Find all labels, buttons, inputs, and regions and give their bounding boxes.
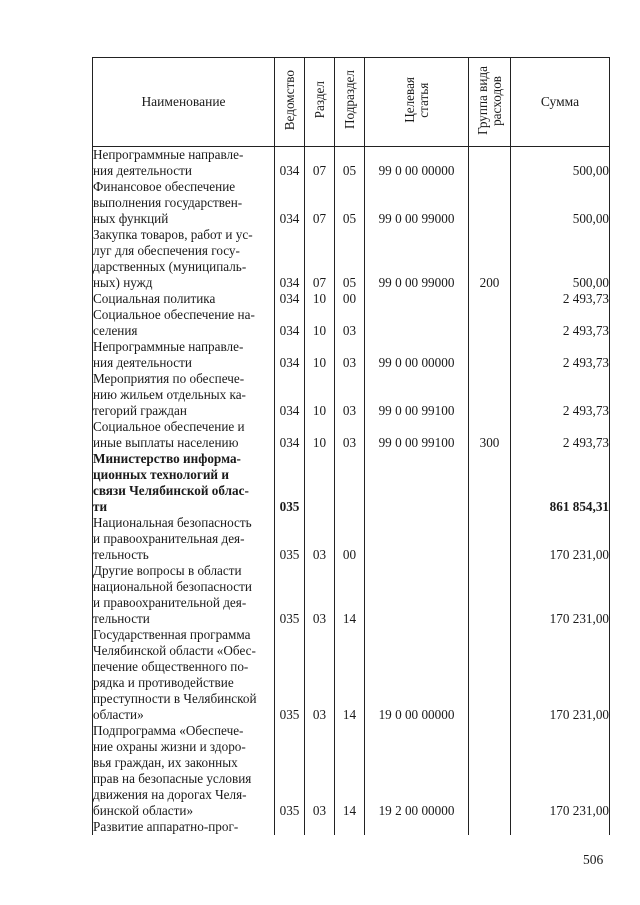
row-section: 03 <box>305 627 335 723</box>
row-name-line: ния деятельности <box>93 163 192 178</box>
header-name: Наименование <box>93 58 275 147</box>
page-number: 506 <box>583 852 604 867</box>
row-dept: 035 <box>275 515 305 563</box>
row-subsection: 03 <box>335 307 365 339</box>
row-name-line: Развитие аппаратно-прог- <box>93 819 239 834</box>
row-name-line: Министерство информа- <box>93 451 241 466</box>
row-name-line: Мероприятия по обеспече- <box>93 371 245 386</box>
row-section: 07 <box>305 147 335 180</box>
row-name <box>93 147 275 180</box>
row-target: 19 2 00 00000 <box>365 723 469 819</box>
row-name <box>93 339 275 371</box>
row-name-line: преступности в Челябинской <box>93 691 257 706</box>
row-sum: 2 493,73 <box>511 339 610 371</box>
budget-table <box>92 57 610 835</box>
row-name-line: Государственная программа <box>93 627 251 642</box>
row-name-line: ти <box>93 499 108 514</box>
table-row <box>93 339 610 371</box>
row-group <box>469 307 511 339</box>
table-row <box>93 371 610 419</box>
row-dept: 035 <box>275 723 305 819</box>
row-group <box>469 723 511 819</box>
row-name <box>93 291 275 307</box>
row-name-line: прав на безопасные условия <box>93 771 252 786</box>
header-sum: Сумма <box>511 58 610 147</box>
row-name <box>93 563 275 627</box>
row-subsection: 03 <box>335 339 365 371</box>
row-subsection: 14 <box>335 723 365 819</box>
row-name <box>93 819 275 835</box>
row-name <box>93 419 275 451</box>
row-name-line: национальной безопасности <box>93 579 252 594</box>
row-subsection: 05 <box>335 179 365 227</box>
row-group: 300 <box>469 419 511 451</box>
row-group <box>469 451 511 515</box>
row-dept: 034 <box>275 371 305 419</box>
row-section: 03 <box>305 515 335 563</box>
row-subsection: 14 <box>335 627 365 723</box>
row-name-line: рядка и противодействие <box>93 675 234 690</box>
header-target: Целевая статья <box>365 58 469 147</box>
row-name-line: выполнения государствен- <box>93 195 243 210</box>
row-section: 10 <box>305 371 335 419</box>
row-name <box>93 451 275 515</box>
row-group <box>469 291 511 307</box>
row-sum: 861 854,31 <box>511 451 610 515</box>
row-name-line: Социальное обеспечение и <box>93 419 245 434</box>
table-row <box>93 419 610 451</box>
row-name-line: и правоохранительной дея- <box>93 595 247 610</box>
row-section: 03 <box>305 563 335 627</box>
row-section: 10 <box>305 291 335 307</box>
row-name-line: Челябинской области «Обес- <box>93 643 256 658</box>
row-group <box>469 819 511 835</box>
row-name-line: области» <box>93 707 144 722</box>
row-dept: 035 <box>275 627 305 723</box>
row-dept <box>275 819 305 835</box>
row-dept: 035 <box>275 563 305 627</box>
row-subsection: 03 <box>335 419 365 451</box>
row-subsection: 14 <box>335 563 365 627</box>
table-row <box>93 723 610 819</box>
row-name-line: Национальная безопасность <box>93 515 252 530</box>
row-subsection <box>335 819 365 835</box>
header-group: Группа вида расходов <box>469 58 511 147</box>
row-subsection: 03 <box>335 371 365 419</box>
row-name-line: Социальное обеспечение на- <box>93 307 255 322</box>
row-target: 99 0 00 00000 <box>365 147 469 180</box>
row-name-line: Финансовое обеспечение <box>93 179 236 194</box>
row-name-line: иные выплаты населению <box>93 435 239 450</box>
row-dept: 034 <box>275 179 305 227</box>
row-section <box>305 819 335 835</box>
row-name-line: луг для обеспечения госу- <box>93 243 240 258</box>
row-target: 99 0 00 00000 <box>365 339 469 371</box>
row-dept: 034 <box>275 419 305 451</box>
table-row <box>93 307 610 339</box>
row-name <box>93 723 275 819</box>
row-dept: 035 <box>275 451 305 515</box>
row-target <box>365 451 469 515</box>
table-row <box>93 563 610 627</box>
table-row <box>93 179 610 227</box>
row-name-line: Подпрограмма «Обеспече- <box>93 723 244 738</box>
budget-page <box>92 57 609 835</box>
row-group <box>469 563 511 627</box>
row-name-line: связи Челябинской облас- <box>93 483 249 498</box>
row-target <box>365 563 469 627</box>
row-name-line: ных функций <box>93 211 169 226</box>
row-subsection: 00 <box>335 515 365 563</box>
row-sum: 170 231,00 <box>511 515 610 563</box>
row-target: 99 0 00 99100 <box>365 419 469 451</box>
row-name-line: Непрограммные направле- <box>93 147 244 162</box>
row-name-line: вья граждан, их законных <box>93 755 238 770</box>
row-target: 19 0 00 00000 <box>365 627 469 723</box>
row-name-line: движения на дорогах Челя- <box>93 787 247 802</box>
row-dept: 034 <box>275 307 305 339</box>
row-name-line: ных) нужд <box>93 275 153 290</box>
row-name-line: Непрограммные направле- <box>93 339 244 354</box>
row-target: 99 0 00 99000 <box>365 227 469 291</box>
row-target: 99 0 00 99000 <box>365 179 469 227</box>
row-sum: 170 231,00 <box>511 627 610 723</box>
row-group <box>469 515 511 563</box>
row-name <box>93 627 275 723</box>
row-name <box>93 307 275 339</box>
row-section: 03 <box>305 723 335 819</box>
row-name-line: ционных технологий и <box>93 467 229 482</box>
row-section: 10 <box>305 307 335 339</box>
row-subsection <box>335 451 365 515</box>
row-sum: 500,00 <box>511 179 610 227</box>
row-name-line: Другие вопросы в области <box>93 563 242 578</box>
row-section <box>305 451 335 515</box>
row-name-line: селения <box>93 323 138 338</box>
row-name <box>93 179 275 227</box>
row-sum: 500,00 <box>511 227 610 291</box>
row-name-line: ния деятельности <box>93 355 192 370</box>
row-name-line: бинской области» <box>93 803 194 818</box>
row-name <box>93 371 275 419</box>
header-subsection: Подраздел <box>335 58 365 147</box>
table-row <box>93 227 610 291</box>
row-sum: 170 231,00 <box>511 563 610 627</box>
row-target <box>365 307 469 339</box>
row-name-line: печение общественного по- <box>93 659 249 674</box>
row-name-line: и правоохранительная дея- <box>93 531 245 546</box>
table-row <box>93 451 610 515</box>
row-sum: 500,00 <box>511 147 610 180</box>
row-dept: 034 <box>275 147 305 180</box>
row-sum: 2 493,73 <box>511 291 610 307</box>
header-dept: Ведомство <box>275 58 305 147</box>
row-sum: 2 493,73 <box>511 419 610 451</box>
table-row <box>93 147 610 180</box>
row-section: 10 <box>305 339 335 371</box>
row-name <box>93 227 275 291</box>
row-target <box>365 819 469 835</box>
row-subsection: 05 <box>335 147 365 180</box>
row-target <box>365 515 469 563</box>
row-dept: 034 <box>275 339 305 371</box>
row-name-line: дарственных (муниципаль- <box>93 259 247 274</box>
row-name-line: Закупка товаров, работ и ус- <box>93 227 253 242</box>
row-name-line: тельность <box>93 547 149 562</box>
row-group: 200 <box>469 227 511 291</box>
table-row <box>93 291 610 307</box>
row-name-line: тельности <box>93 611 150 626</box>
table-row <box>93 819 610 835</box>
row-dept: 034 <box>275 291 305 307</box>
row-target <box>365 291 469 307</box>
row-name-line: нию жильем отдельных ка- <box>93 387 246 402</box>
header-section: Раздел <box>305 58 335 147</box>
row-sum: 170 231,00 <box>511 723 610 819</box>
header-row <box>93 58 610 147</box>
row-subsection: 05 <box>335 227 365 291</box>
row-group <box>469 147 511 180</box>
row-group <box>469 627 511 723</box>
row-subsection: 00 <box>335 291 365 307</box>
row-sum: 2 493,73 <box>511 307 610 339</box>
row-section: 07 <box>305 227 335 291</box>
row-name-line: Социальная политика <box>93 291 216 306</box>
row-group <box>469 339 511 371</box>
row-name <box>93 515 275 563</box>
row-group <box>469 179 511 227</box>
row-section: 07 <box>305 179 335 227</box>
row-sum: 2 493,73 <box>511 371 610 419</box>
row-target: 99 0 00 99100 <box>365 371 469 419</box>
row-section: 10 <box>305 419 335 451</box>
row-group <box>469 371 511 419</box>
table-row <box>93 627 610 723</box>
row-name-line: ние охраны жизни и здоро- <box>93 739 246 754</box>
table-row <box>93 515 610 563</box>
row-dept: 034 <box>275 227 305 291</box>
row-name-line: тегорий граждан <box>93 403 187 418</box>
row-sum <box>511 819 610 835</box>
